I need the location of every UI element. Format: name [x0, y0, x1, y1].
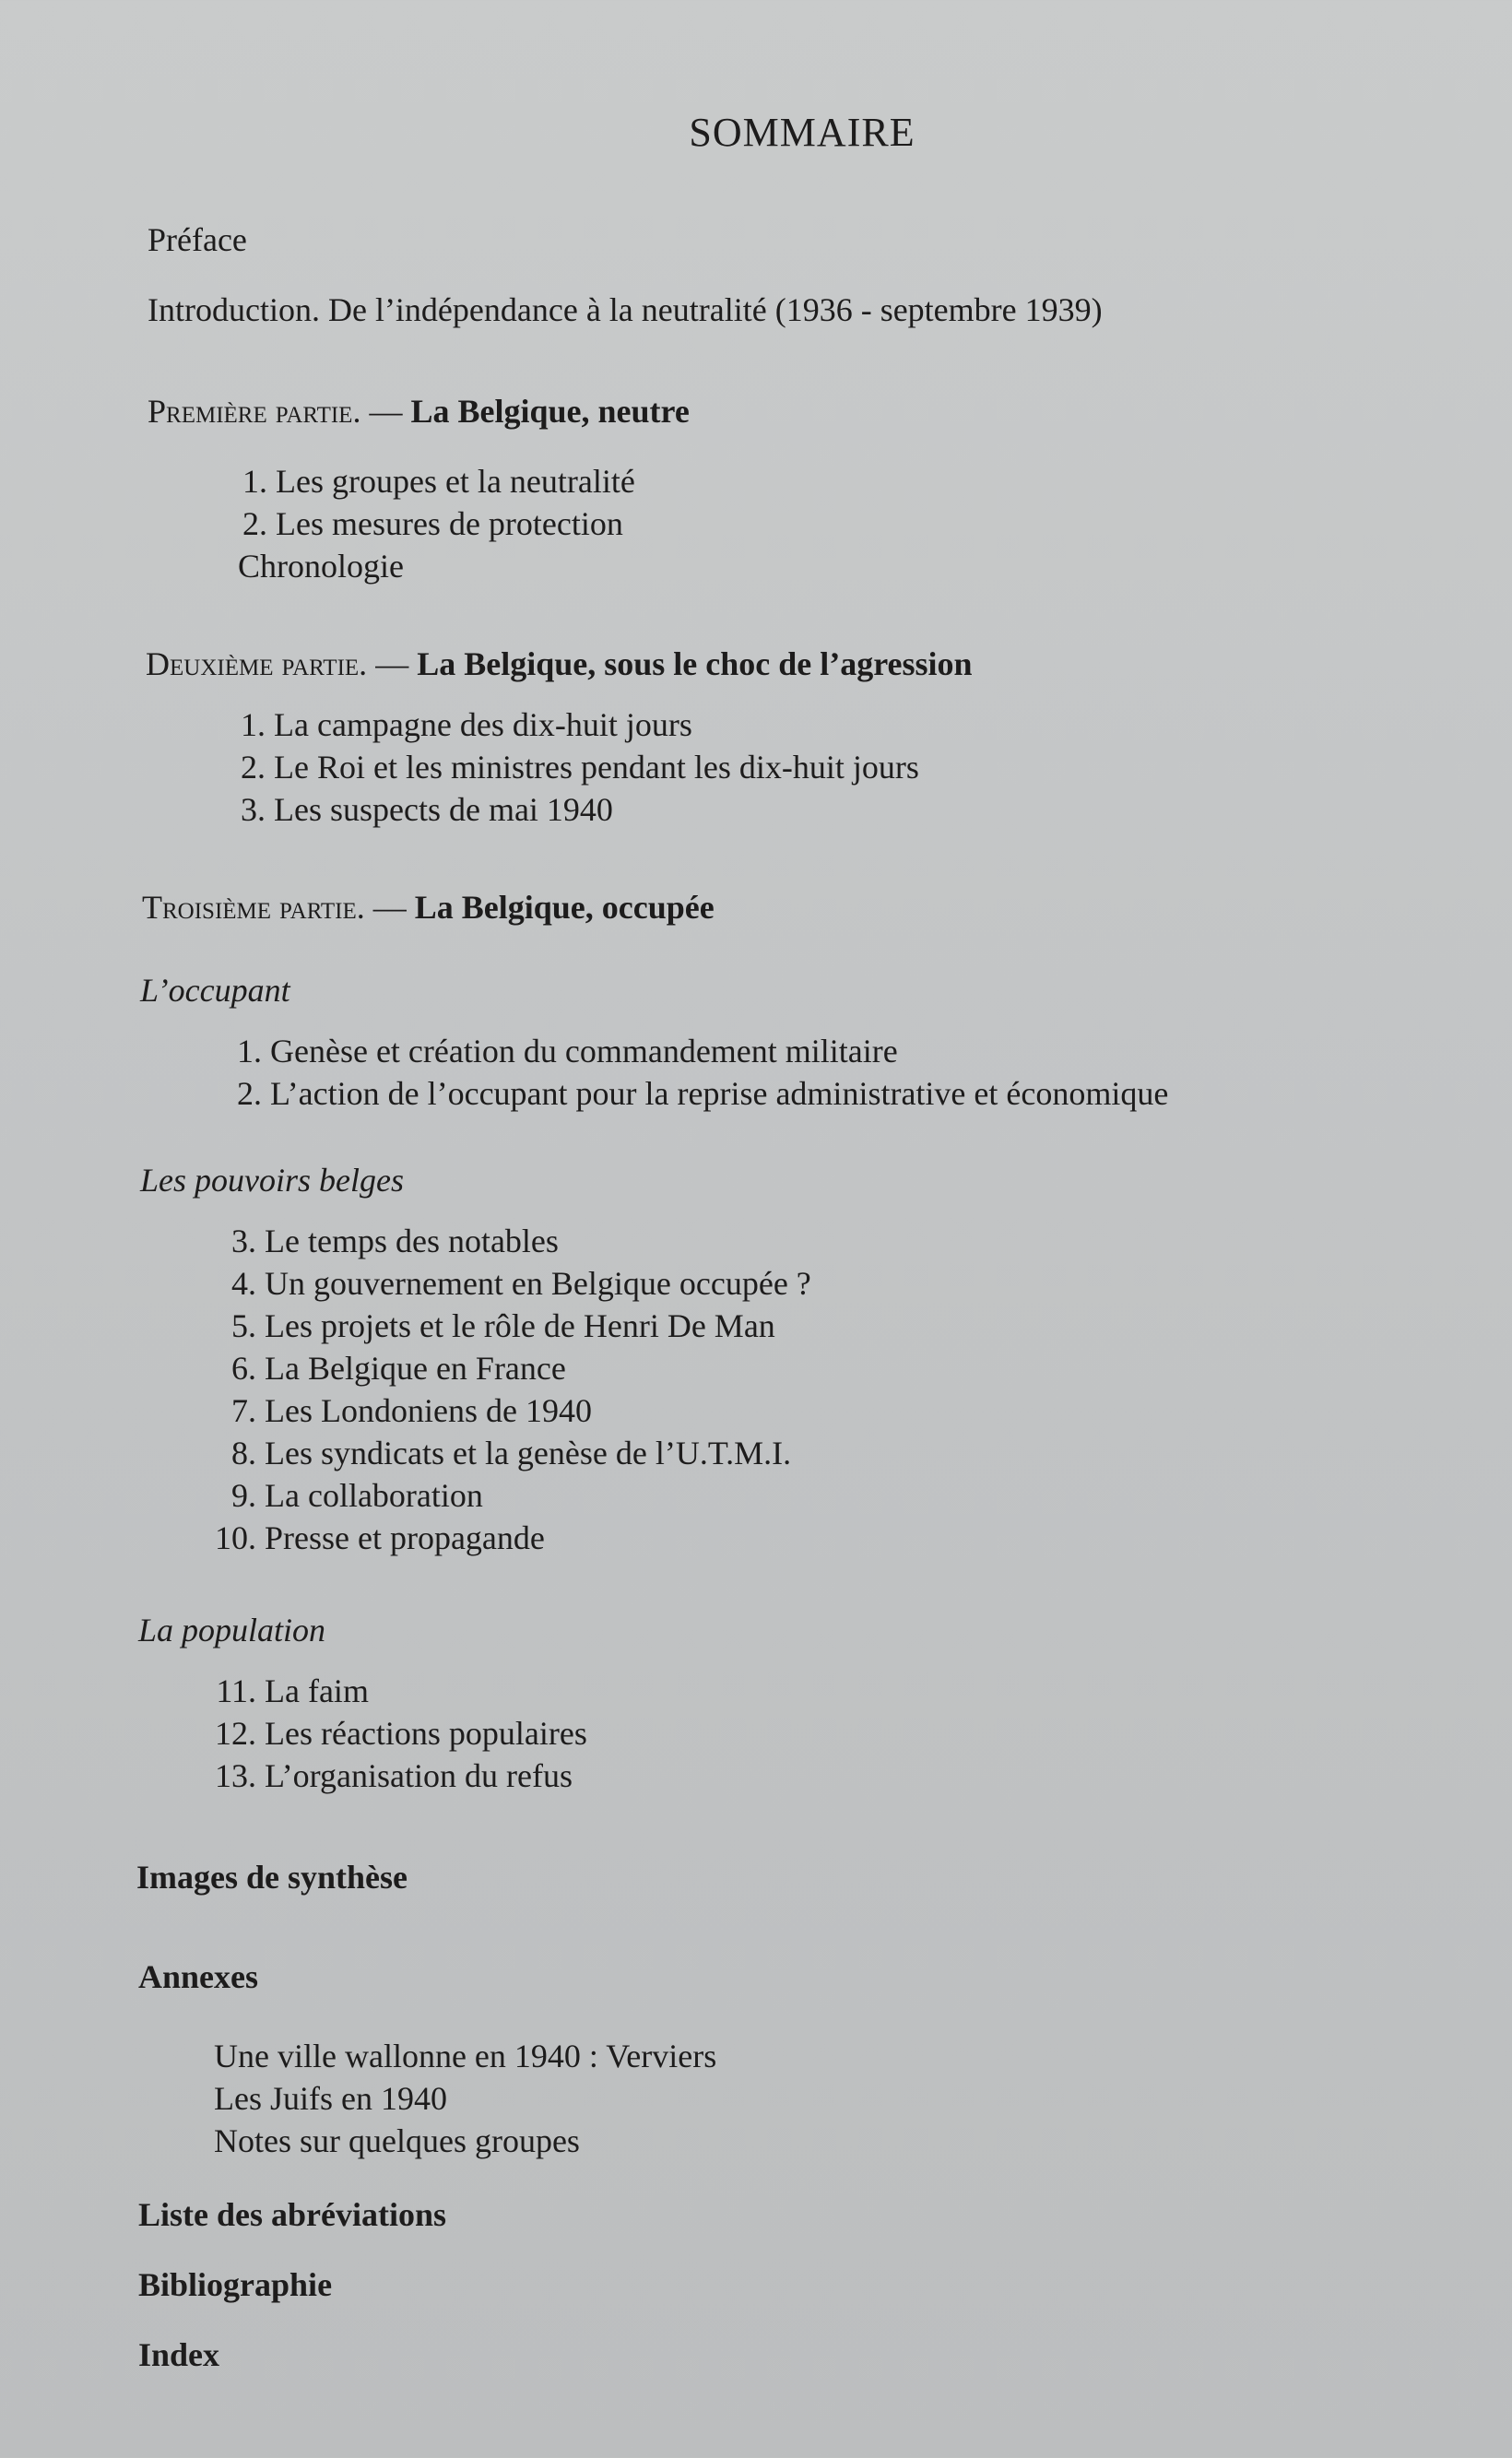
toc-entry: 2. Les mesures de protection	[242, 505, 623, 542]
toc-entry: 9. La collaboration	[231, 1477, 483, 1514]
part3-heading	[142, 887, 715, 928]
toc-entry-index: Index	[138, 2336, 220, 2373]
toc-entry: 13. L’organisation du refus	[215, 1757, 573, 1794]
annexes-heading: Annexes	[138, 1958, 259, 1995]
toc-entry: 1. La campagne des dix-huit jours	[241, 706, 692, 743]
toc-entry-preface: Préface	[148, 221, 247, 258]
section-heading-population: La population	[138, 1612, 326, 1649]
annex-item: Une ville wallonne en 1940 : Verviers	[214, 2038, 717, 2074]
toc-entry: 11. La faim	[216, 1672, 369, 1709]
part2-heading	[146, 644, 973, 684]
toc-entry-images-de-synthese: Images de synthèse	[136, 1859, 408, 1896]
part1-heading	[148, 391, 690, 431]
part1-label: Première partie.	[148, 393, 361, 430]
toc-entry: 7. Les Londoniens de 1940	[231, 1392, 592, 1429]
toc-entry-bibliography: Bibliographie	[138, 2266, 333, 2303]
toc-entry: 4. Un gouvernement en Belgique occupée ?	[231, 1265, 811, 1302]
page-title: SOMMAIRE	[689, 110, 915, 155]
toc-entry: 1. Genèse et création du commandement militaire	[237, 1033, 898, 1069]
toc-entry: 8. Les syndicats et la genèse de l’U.T.M.I.	[231, 1435, 792, 1471]
toc-entry: 5. Les projets et le rôle de Henri De Man	[231, 1307, 775, 1344]
toc-entry: 2. Le Roi et les ministres pendant les dix-huit jours	[241, 749, 919, 786]
annex-item: Notes sur quelques groupes	[214, 2122, 580, 2159]
toc-entry: 6. La Belgique en France	[231, 1350, 566, 1387]
part2-title: La Belgique, sous le choc de l’agression	[417, 645, 973, 682]
toc-entry: 10. Presse et propagande	[215, 1519, 545, 1556]
toc-entry: 3. Les suspects de mai 1940	[241, 791, 613, 828]
toc-entry-abbreviations: Liste des abréviations	[138, 2196, 447, 2233]
toc-entry-chronology: Chronologie	[238, 548, 404, 585]
section-heading-occupant: L’occupant	[140, 972, 290, 1009]
part2-dash: —	[367, 645, 418, 682]
part1-dash: —	[360, 393, 411, 430]
part1-title: La Belgique, neutre	[410, 393, 690, 430]
toc-entry: 3. Le temps des notables	[231, 1223, 559, 1259]
annex-item: Les Juifs en 1940	[214, 2080, 447, 2117]
section-heading-pouvoirs-belges: Les pouvoirs belges	[140, 1162, 404, 1199]
toc-entry: 1. Les groupes et la neutralité	[242, 463, 635, 500]
part3-dash: —	[364, 889, 415, 926]
toc-entry: 12. Les réactions populaires	[215, 1715, 587, 1752]
toc-entry: 2. L’action de l’occupant pour la reprise administrative et économique	[237, 1075, 1169, 1112]
toc-entry-introduction: Introduction. De l’indépendance à la neutralité (1936 - septembre 1939)	[148, 291, 1103, 328]
part3-label: Troisième partie.	[142, 889, 365, 926]
part2-label: Deuxième partie.	[146, 645, 368, 682]
part3-title: La Belgique, occupée	[414, 889, 715, 926]
